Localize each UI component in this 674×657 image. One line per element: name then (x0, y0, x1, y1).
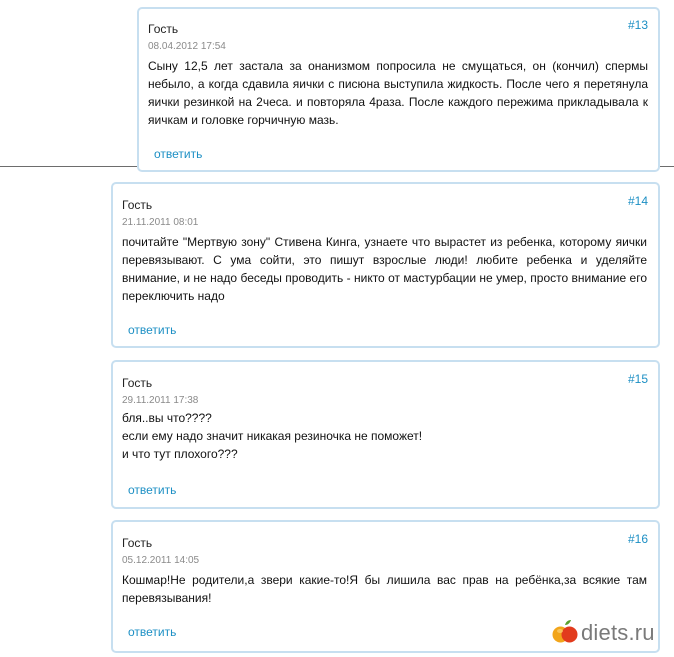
comment-line: бля..вы что???? (122, 411, 212, 425)
comment-author: Гость (148, 22, 179, 36)
comment-line: если ему надо значит никакая резиночка не поможет! (122, 429, 423, 443)
comment-date: 08.04.2012 17:54 (148, 41, 226, 52)
comment-line: Сыну 12,5 лет застала за онанизмом попросила не смущаться, он (кончил) спермы небыло, а когда сдавила яички с писюна выступила жидкость. После чего я перетянула яички резинкой на 2чеса. и повторяла 4раза. После каждого пережима прикладывала к яичкам и головке горчичную мазь. (148, 59, 648, 127)
comment-author: Гость (122, 376, 153, 390)
comment-date: 29.11.2011 17:38 (122, 395, 199, 406)
comment-number-link[interactable]: #14 (627, 194, 648, 208)
comment-line: и что тут плохого??? (122, 447, 238, 461)
logo-text: diets.ru (581, 620, 655, 645)
comment-line: почитайте "Мертвую зону" Стивена Кинга, узнаете что вырастет из ребенка, которому яички перевязывают. С ума сойти, это пишут взрослые люди! любите ребенка и уделяйте внимание, и не надо беседы проводить - никто от мастурбации не умер, просто внимание его переключить надо (122, 235, 647, 303)
comment-number-link[interactable]: #15 (627, 372, 648, 386)
reply-link[interactable]: ответить (154, 147, 203, 161)
comment-text (122, 571, 647, 607)
comment-number-link[interactable]: #16 (627, 532, 648, 546)
comment-card (137, 7, 660, 172)
comment-text (122, 233, 647, 305)
comment-text (148, 57, 648, 129)
reply-link[interactable]: ответить (128, 483, 177, 497)
comment-date: 21.11.2011 08:01 (122, 217, 199, 228)
comment-card (111, 360, 660, 509)
comment-number-link[interactable]: #13 (627, 18, 648, 32)
apple-icon (551, 618, 579, 646)
comment-card (111, 182, 660, 348)
reply-link[interactable]: ответить (128, 323, 177, 337)
comment-date: 05.12.2011 14:05 (122, 555, 200, 566)
comment-text (122, 409, 647, 463)
comment-author: Гость (122, 198, 153, 212)
comment-line: Кошмар!Не родители,а звери какие-то!Я бы лишила вас прав на ребёнка,за всякие там перевязывания! (122, 573, 647, 605)
comment-author: Гость (122, 536, 153, 550)
reply-link[interactable]: ответить (128, 625, 177, 639)
